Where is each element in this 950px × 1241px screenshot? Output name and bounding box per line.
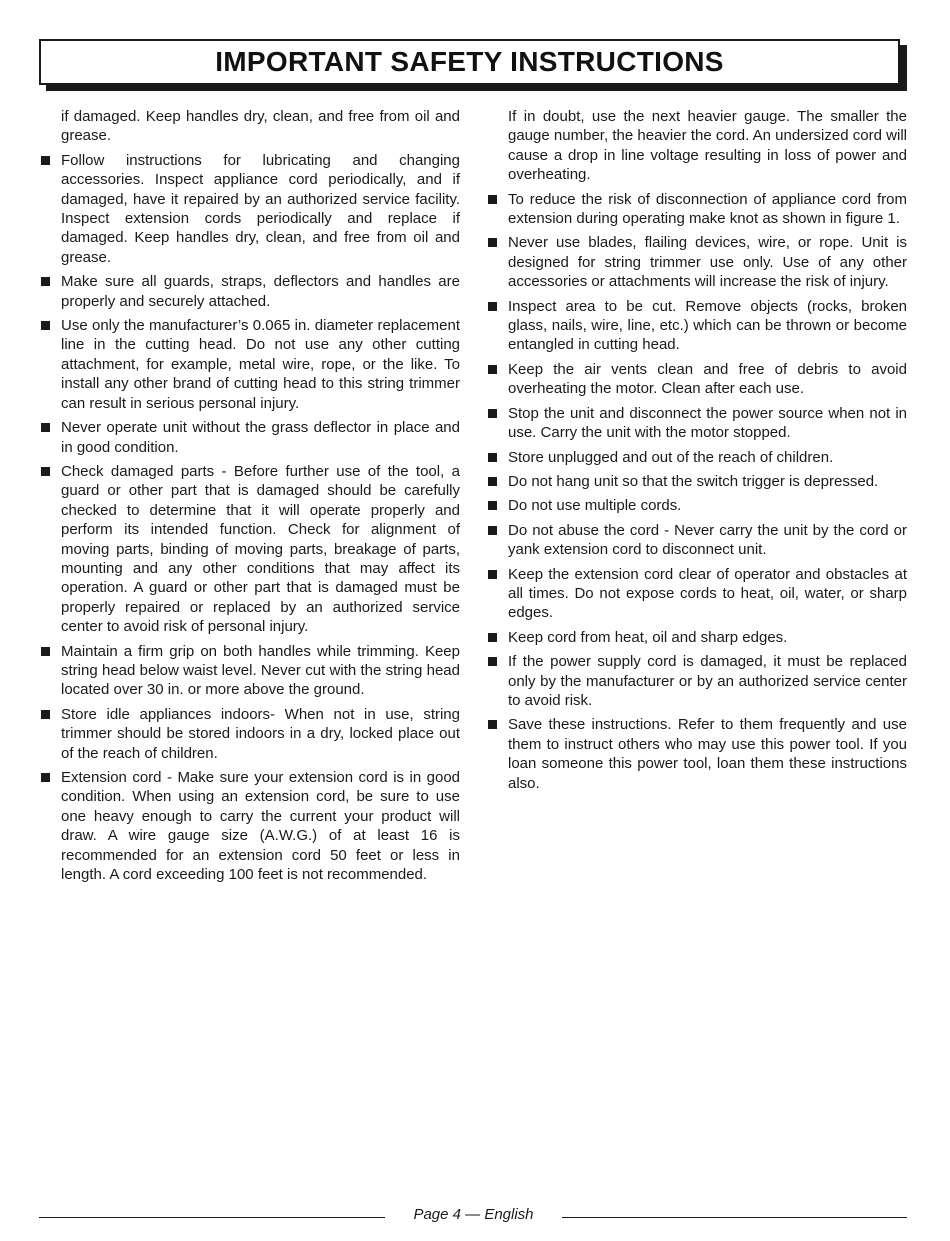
list-item xyxy=(40,151,460,267)
list-item-text: Use only the manufacturer’s 0.065 in. diameter replacement line in the cutting head. Do not use any other cutting attachment, for example, metal wire, rope, or the like. To install any other brand of cutting head to this string trimmer can result in serious personal injury. xyxy=(61,317,460,412)
left-instruction-list xyxy=(40,151,460,885)
list-item xyxy=(487,496,907,515)
list-item-text: Follow instructions for lubricating and changing accessories. Inspect appliance cord periodically, and if damaged, have it repaired by an authorized service facility. Inspect extension cords periodically and replace if damaged. Keep handles dry, clean, and free from oil and grease. xyxy=(61,151,460,266)
list-item xyxy=(487,565,907,623)
square-bullet-icon xyxy=(488,633,497,642)
list-item xyxy=(487,652,907,710)
square-bullet-icon xyxy=(488,195,497,204)
right-instruction-list xyxy=(487,190,907,793)
list-item xyxy=(40,768,460,884)
square-bullet-icon xyxy=(41,423,50,432)
square-bullet-icon xyxy=(41,321,50,330)
square-bullet-icon xyxy=(488,365,497,374)
list-item-text: Do not use multiple cords. xyxy=(508,497,682,515)
list-item xyxy=(487,190,907,229)
list-item-text: Store idle appliances indoors- When not in use, string trimmer should be stored indoors in a dry, locked place out of the reach of children. xyxy=(61,705,460,762)
square-bullet-icon xyxy=(41,156,50,165)
list-item-text: If the power supply cord is damaged, it must be replaced only by the manufacturer or by an authorized service center to avoid risk. xyxy=(508,653,907,709)
square-bullet-icon xyxy=(488,477,497,486)
page-number-footer: Page 4 — English xyxy=(413,1206,534,1223)
right-continuation-text: If in doubt, use the next heavier gauge. The smaller the gauge number, the heavier the cord. An undersized cord will cause a drop in line voltage resulting in loss of power and overheating. xyxy=(508,108,907,184)
list-item xyxy=(487,448,907,467)
list-item-text: Do not hang unit so that the switch trigger is depressed. xyxy=(508,472,879,490)
square-bullet-icon xyxy=(488,720,497,729)
list-item-text: Do not abuse the cord - Never carry the unit by the cord or yank extension cord to disconnect unit. xyxy=(508,521,907,559)
square-bullet-icon xyxy=(41,277,50,286)
square-bullet-icon xyxy=(41,710,50,719)
list-item xyxy=(487,628,907,647)
footer-rule-right xyxy=(562,1217,907,1218)
list-item xyxy=(40,642,460,700)
list-item xyxy=(40,316,460,413)
list-item xyxy=(487,521,907,560)
list-item-text: To reduce the risk of disconnection of appliance cord from extension during operating make knot as shown in figure 1. xyxy=(508,190,907,228)
list-item-text: Make sure all guards, straps, deflectors and handles are properly and securely attached. xyxy=(61,273,460,310)
list-item-text: Inspect area to be cut. Remove objects (rocks, broken glass, nails, wire, line, etc.) which can be thrown or become entangled in cutting head. xyxy=(508,297,907,354)
footer-rule-left xyxy=(39,1217,385,1218)
right-column xyxy=(487,107,907,798)
square-bullet-icon xyxy=(41,467,50,476)
list-item xyxy=(487,404,907,443)
list-item xyxy=(40,418,460,457)
square-bullet-icon xyxy=(41,773,50,782)
list-item xyxy=(487,715,907,793)
list-item-text: Keep the extension cord clear of operator and obstacles at all times. Do not expose cords to heat, oil, water, or sharp edges. xyxy=(508,565,907,622)
list-item-text: Keep cord from heat, oil and sharp edges. xyxy=(508,628,788,646)
square-bullet-icon xyxy=(488,526,497,535)
list-item xyxy=(40,705,460,763)
square-bullet-icon xyxy=(488,409,497,418)
header-banner xyxy=(39,39,900,85)
list-item xyxy=(40,272,460,311)
square-bullet-icon xyxy=(488,570,497,579)
left-continuation-text: if damaged. Keep handles dry, clean, and free from oil and grease. xyxy=(61,108,460,145)
list-item-text: Maintain a firm grip on both handles while trimming. Keep string head below waist level. Never cut with the string head located over 30 in. or more above the ground. xyxy=(61,642,460,699)
list-item-text: Never operate unit without the grass deflector in place and in good condition. xyxy=(61,419,460,456)
square-bullet-icon xyxy=(488,302,497,311)
list-item xyxy=(487,297,907,355)
square-bullet-icon xyxy=(488,238,497,247)
list-item-text: Store unplugged and out of the reach of children. xyxy=(508,448,834,466)
list-item xyxy=(487,360,907,399)
left-column xyxy=(40,107,460,889)
list-item-text: Extension cord - Make sure your extension cord is in good condition. When using an extension cord, be sure to use one heavy enough to carry the current your product will draw. A wire gauge size (A.W.G.) of at least 16 is recommended for an extension cord 50 feet or less in length. A cord exceeding 100 feet is not recommended. xyxy=(61,769,460,884)
list-item-text: Stop the unit and disconnect the power source when not in use. Carry the unit with the motor stopped. xyxy=(508,404,907,442)
list-item-text: Never use blades, flailing devices, wire, or rope. Unit is designed for string trimmer use only. Use of any other accessories or attachments will increase the risk of injury. xyxy=(508,234,907,291)
square-bullet-icon xyxy=(41,647,50,656)
list-item xyxy=(40,462,460,637)
square-bullet-icon xyxy=(488,501,497,510)
list-item xyxy=(487,472,907,491)
square-bullet-icon xyxy=(488,657,497,666)
list-item xyxy=(487,233,907,291)
list-item-text: Check damaged parts - Before further use of the tool, a guard or other part that is damaged should be carefully checked to determine that it will operate properly and perform its intended function. Check for alignment of moving parts, binding of moving parts, breakage of parts, mounting and any other conditions that may affect its operation. A guard or other part that is damaged must be properly repaired or replaced by an authorized service center to avoid risk of personal injury. xyxy=(61,462,460,636)
list-item-text: Keep the air vents clean and free of debris to avoid overheating the motor. Clean after each use. xyxy=(508,360,907,398)
square-bullet-icon xyxy=(488,453,497,462)
list-item-text: Save these instructions. Refer to them frequently and use them to instruct others who may use this power tool. If you loan someone this power tool, loan them these instructions also. xyxy=(508,716,907,792)
page-title: IMPORTANT SAFETY INSTRUCTIONS xyxy=(215,46,724,77)
